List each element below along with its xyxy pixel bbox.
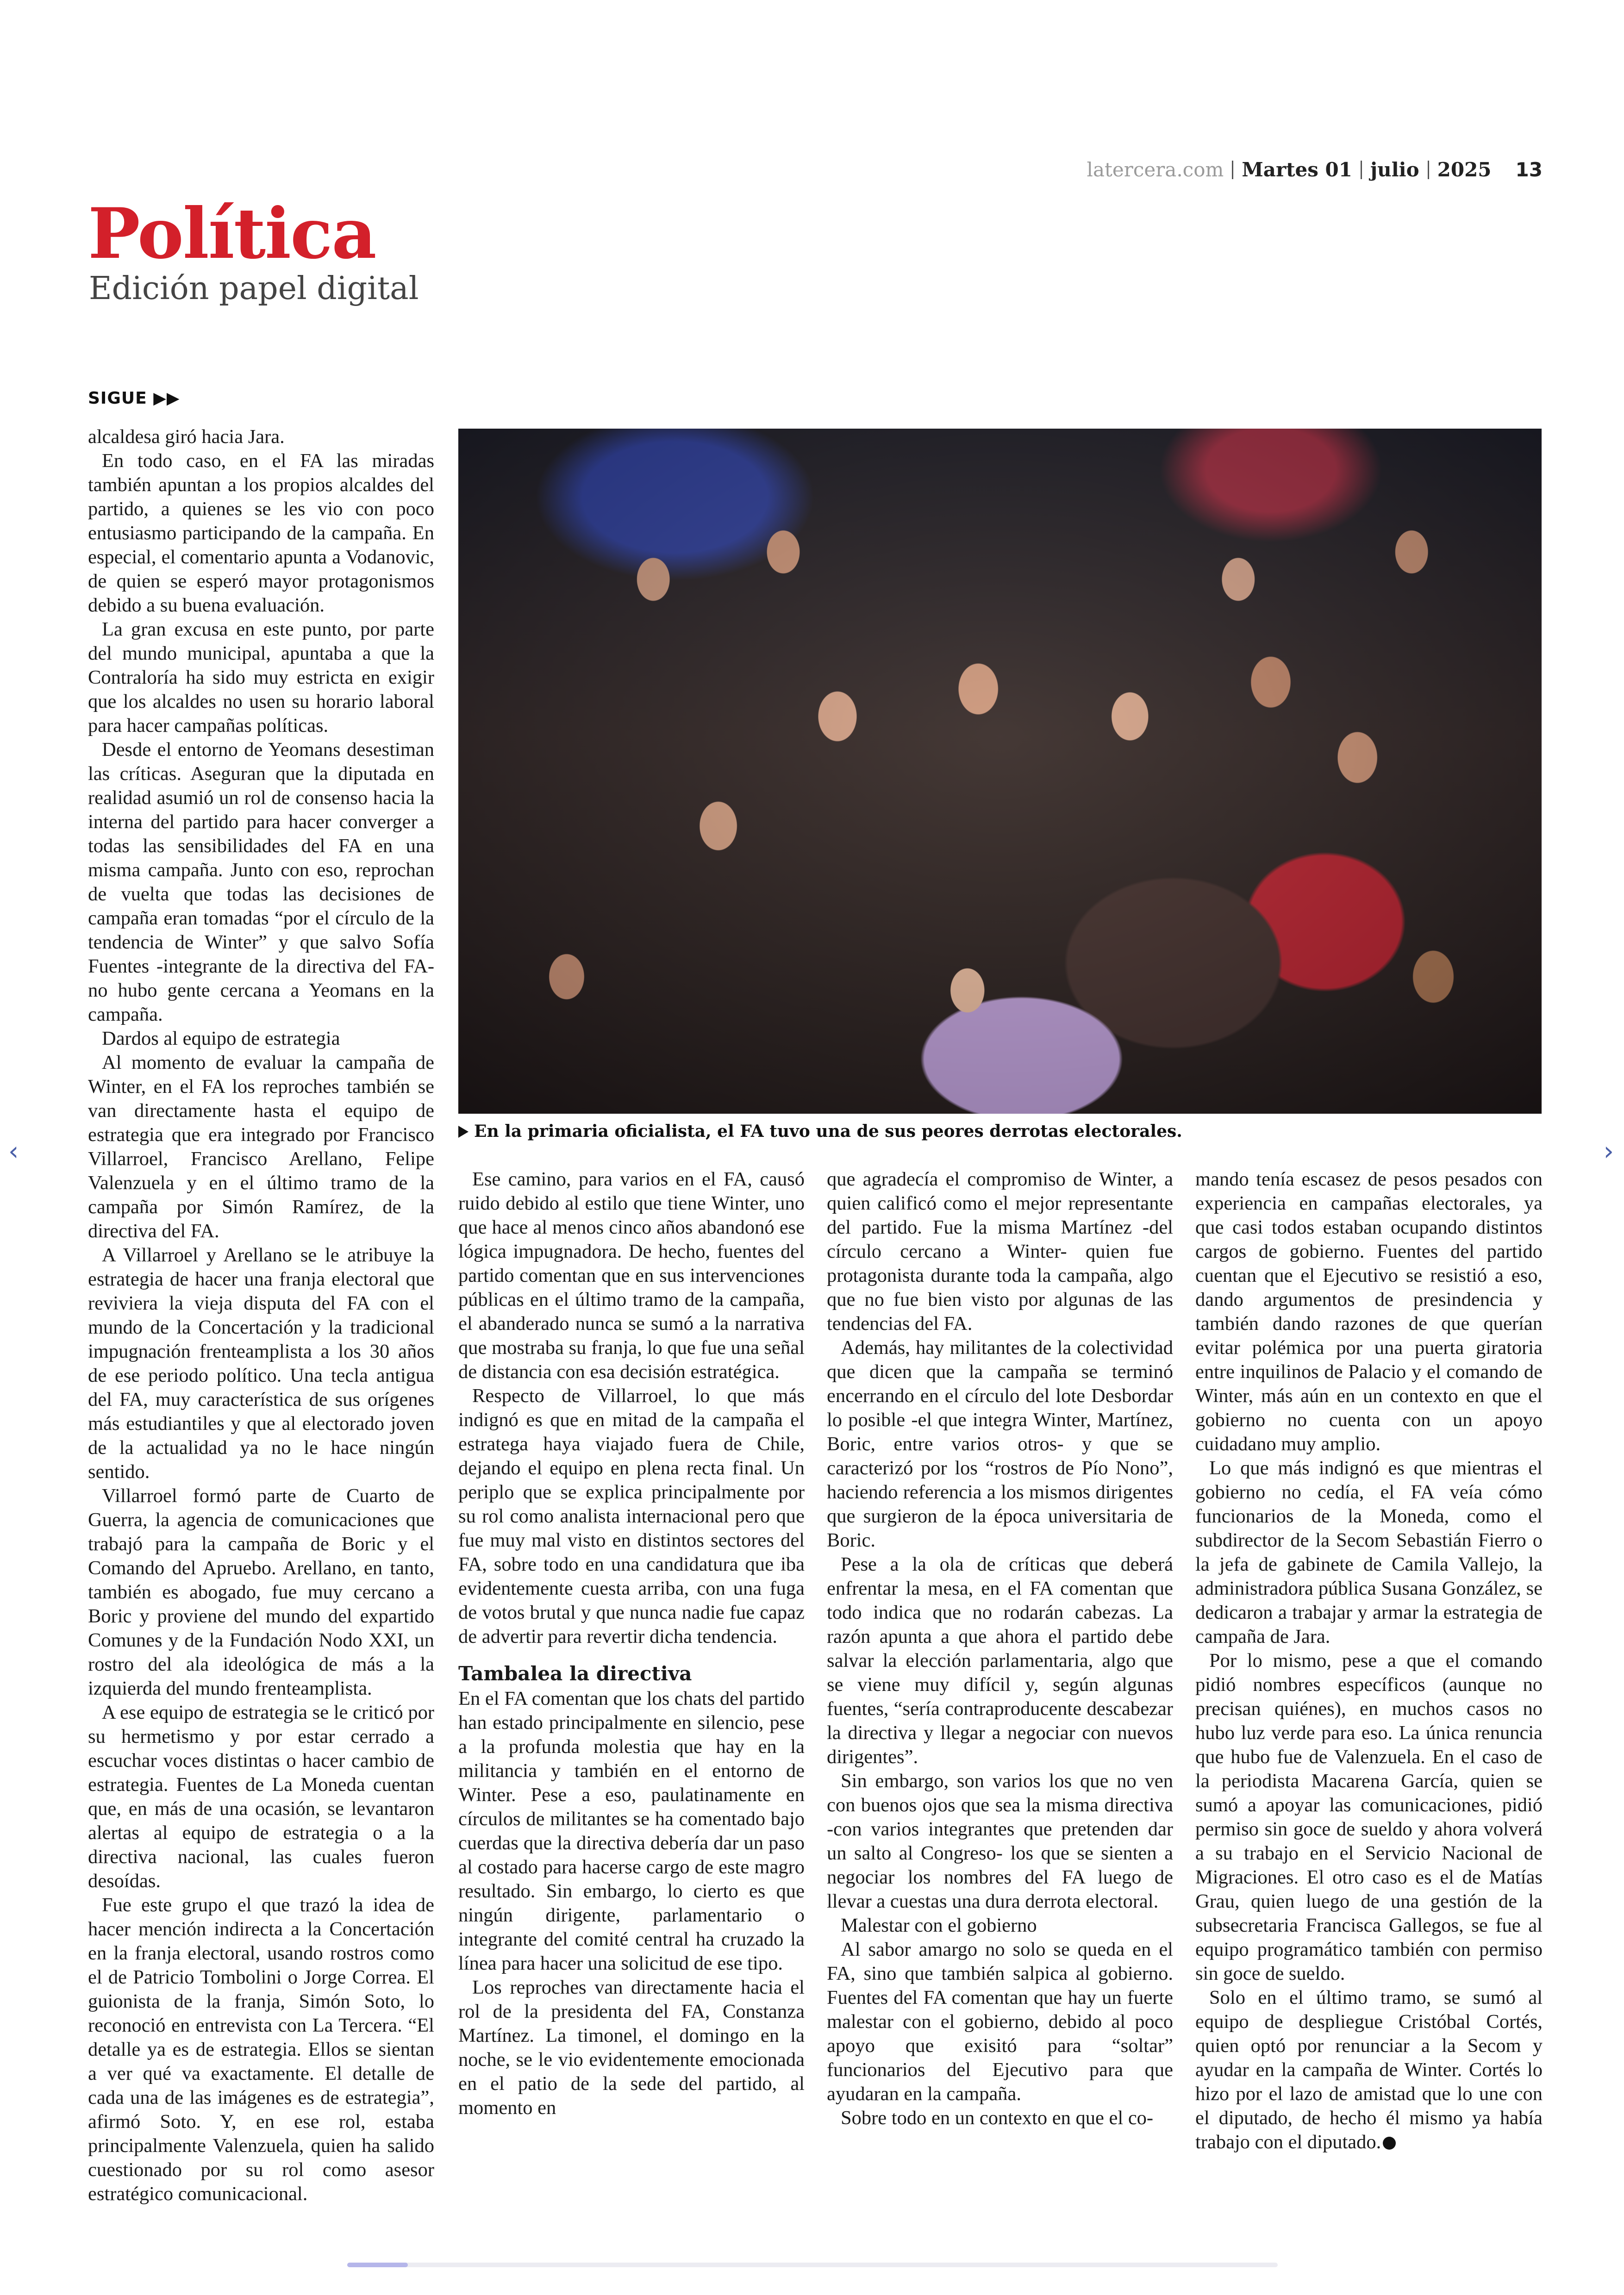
previous-page-button[interactable]: ‹ [8, 1136, 19, 1166]
edition-subtitle: Edición papel digital [89, 270, 419, 307]
paragraph: Por lo mismo, pese a que el comando pidió nombres específicos (aunque no precisan quiénes), en muchos casos no hubo luz verde para eso. La única renuncia que hubo fue de Valenzuela. En el caso de la periodista Macarena García, quien se sumó a apoyar las comunicaciones, pidió permiso sin goce de sueldo y ahora volverá a su trabajo en el Servicio Nacional de Migraciones. El otro caso es el de Matías Grau, quien luego de una gestión de la subsecretaria Francisca Gallegos, se fue al equipo programático también con permiso sin goce de sueldo. [1195, 1650, 1543, 1984]
paragraph: Sin embargo, son varios los que no ven con buenos ojos que sea la misma directiva -con varios integrantes que pretenden dar un salto al Congreso- los que se sienten a negociar los nombres del FA luego de llevar a cuestas una dura derrota electoral. [827, 1770, 1173, 1912]
paragraph [1195, 1986, 1543, 2154]
header-divider [1428, 161, 1429, 179]
section-title: Política [88, 193, 376, 274]
paragraph: En todo caso, en el FA las miradas también apuntan a los propios alcaldes del partido, a quienes se les vio con poco entusiasmo participando de la campaña. En especial, el comentario apunta a Vodanovic, de quien se esperó mayor protagonismos debido a su buena evaluación. [88, 450, 434, 616]
paragraph: que agradecía el compromiso de Winter, a quien calificó como el mejor representante del partido. Fue la misma Martínez -del círculo cercano a Winter- quien fue protagonista durante toda la campaña, algo que no fue bien visto por algunas de las tendencias del FA. [827, 1168, 1173, 1335]
page-scrollbar[interactable] [347, 2263, 1278, 2267]
header-month: julio [1370, 158, 1419, 181]
paragraph: Pese a la ola de críticas que deberá enfrentar la mesa, en el FA comentan que todo indica que no rodarán cabezas. La razón apunta a que ahora el partido debe salvar la elección parlamentaria, algo que se viene muy difícil y, según algunas fuentes, “sería contraproducente descabezar la directiva y llegar a negociar con nuevos dirigentes”. [827, 1553, 1173, 1768]
paragraph: Lo que más indignó es que mientras el gobierno no cedía, el FA veía cómo funcionarios de la Moneda, como el subdirector de la Secom Sebastián Fierro o la jefa de gabinete de Camila Vallejo, la administradora pública Susana González, se dedicaron a trabajar y armar la estrategia de campaña de Jara. [1195, 1457, 1543, 1647]
article-column-3 [827, 1167, 1173, 2130]
site-name: latercera.com [1087, 158, 1224, 181]
section-heading: Tambalea la directiva [458, 1662, 692, 1685]
paragraph: La gran excusa en este punto, por parte del mundo municipal, apuntaba a que la Contraloría ha sido muy estricta en exigir que los alcaldes no usen su horario laboral para hacer campañas políticas. [88, 618, 434, 736]
paragraph-text: Solo en el último tramo, se sumó al equipo de despliegue Cristóbal Cortés, quien optó por renunciar a la Secom y ayudar en la campaña de Winter. Cortés lo hizo por el lazo de amistad que lo une con el diputado, de hecho él mismo ya había trabajo con el diputado. [1195, 1987, 1543, 2153]
paragraph: mando tenía escasez de pesos pesados con experiencia en campañas electorales, ya que casi todos estaban ocupando distintos cargos de gobierno. Fuentes del partido cuentan que el Ejecutivo se resistió a eso, dando argumentos de presindencia y también dando razones de que querían evitar polémica por una puerta giratoria entre inquilinos de Palacio y el comando de Winter, más aún en un contexto en que el gobierno no cuenta con un apoyo cuidadano muy amplio. [1195, 1168, 1543, 1455]
caption-text: En la primaria oficialista, el FA tuvo una de sus peores derrotas electorales. [474, 1122, 1182, 1141]
header-day: Martes 01 [1242, 158, 1352, 181]
header-year: 2025 [1437, 158, 1492, 181]
header-divider [1232, 161, 1233, 179]
end-of-article-icon [1383, 2137, 1396, 2150]
paragraph: En el FA comentan que los chats del partido han estado principalmente en silencio, pese a la profunda molestia que hay en la militancia y también en el entorno de Winter. Pese a eso, paulatinamente en círculos de militantes se ha comentado bajo cuerdas que la directiva debería dar un paso al costado para hacerse cargo de este magro resultado. Sin embargo, lo cierto es que ningún dirigente, parlamentario o integrante del comité central ha cruzado la línea para hacer una solicitud de ese tipo. [458, 1688, 805, 1974]
paragraph: Respecto de Villarroel, lo que más indignó es que en mitad de la campaña el estratega haya viajado fuera de Chile, dejando el equipo en plena recta final. Un periplo que se explica principalmente por su rol como analista internacional pero que fue muy mal visto en distintos sectores del FA, sobre todo en una candidatura que iba evidentemente cuesta arriba, con una fuga de votos brutal y que nunca nadie fue capaz de advertir para revertir dicha tendencia. [458, 1385, 805, 1647]
paragraph: Ese camino, para varios en el FA, causó ruido debido al estilo que tiene Winter, uno que hace al menos cinco años abandonó ese lógica impugnadora. De hecho, fuentes del partido comentan que en sus intervenciones públicas en el último tramo de la campaña, el abanderado nunca se sumó a la narrativa que mostraba su franja, lo que fue una señal de distancia con esa decisión estratégica. [458, 1168, 805, 1383]
article-column-4 [1195, 1167, 1543, 2154]
continues-label: SIGUE ▶▶ [88, 389, 180, 408]
subheading: Dardos al equipo de estrategia [102, 1028, 340, 1049]
page-header-meta [1087, 158, 1543, 181]
article-column-1 [88, 425, 434, 2206]
paragraph: Villarroel formó parte de Cuarto de Guerra, la agencia de comunicaciones que trabajó para la campaña de Boric y el Comando del Apruebo. Arellano, en tanto, también es abogado, fue muy cercano a Boric y proviene del mundo del expartido Comunes y de la Fundación Nodo XXI, un rostro del ala ideológica de más a la izquierda del mundo frenteamplista. [88, 1485, 434, 1699]
paragraph: Además, hay militantes de la colectividad que dicen que la campaña se terminó encerrando en el círculo del lote Desbordar lo posible -el que integra Winter, Martínez, Boric, entre varios otros- y que se caracterizó por los “rostros de Pío Nono”, haciendo referencia a los mismos dirigentes que surgieron de la época universitaria de Boric. [827, 1337, 1173, 1551]
paragraph: Al sabor amargo no solo se queda en el FA, sino que también salpica al gobierno. Fuentes del FA comentan que hay un fuerte malestar con el gobierno, debido al poco apoyo que exisitó para “soltar” funcionarios del Ejecutivo para que ayudaran en la campaña. [827, 1939, 1173, 2105]
paragraph: Fue este grupo el que trazó la idea de hacer mención indirecta a la Concertación en la franja electoral, usando rostros como el de Patricio Tombolini o Jorge Correa. El guionista de la franja, Simón Soto, lo reconoció en entrevista con La Tercera. “El detalle ya es de estrategia. Ellos se sientan a ver qué va exactamente. El detalle de cada una de las imágenes es de estrategia”, afirmó Soto. Y, en ese rol, estaba principalmente Valenzuela, quien ha salido cuestionado por su rol como asesor estratégico comunicacional. [88, 1894, 434, 2205]
paragraph: A ese equipo de estrategia se le criticó por su hermetismo y por estar cerrado a escuchar voces distintas o hacer cambio de estrategia. Fuentes de La Moneda cuentan que, en más de una ocasión, se levantaron alertas al equipo de estrategia o a la directiva nacional, las cuales fueron desoídas. [88, 1702, 434, 1892]
paragraph: Desde el entorno de Yeomans desestiman las críticas. Aseguran que la diputada en realidad asumió un rol de consenso hacia la interna del partido para hacer converger a todas las sensibilidades del FA en una misma campaña. Junto con eso, reprochan de vuelta que todas las decisiones de campaña eran tomadas “por el círculo de la tendencia de Winter” y que salvo Sofía Fuentes -integrante de la directiva del FA- no hubo gente cercana a Yeomans en la campaña. [88, 739, 434, 1025]
caption-arrow-icon [458, 1126, 468, 1138]
subheading: Malestar con el gobierno [841, 1915, 1037, 1936]
article-photo [458, 429, 1542, 1114]
photo-caption [458, 1122, 1542, 1141]
page-number: 13 [1515, 158, 1543, 181]
paragraph: Los reproches van directamente hacia el rol de la presidenta del FA, Constanza Martínez. La timonel, el domingo en la noche, se le vio evidentemente emocionada en el patio de la sede del partido, al momento en [458, 1977, 805, 2119]
paragraph: A Villarroel y Arellano se le atribuye la estrategia de hacer una franja electoral que reviviera la vieja disputa del FA con el mundo de la Concertación y la tradicional impugnación frenteamplista a los 30 años de ese periodo político. Una tecla antigua del FA, muy característica de sus orígenes más estudiantiles y que al electorado joven de la actualidad ya no le hace ningún sentido. [88, 1244, 434, 1483]
paragraph: alcaldesa giró hacia Jara. [88, 426, 285, 448]
paragraph: Al momento de evaluar la campaña de Winter, en el FA los reproches también se van directamente hasta el equipo de estrategia que era integrado por Francisco Villarroel, Francisco Arellano, Felipe Valenzuela y en el último tramo de la campaña por Simón Ramírez, de la directiva del FA. [88, 1052, 434, 1242]
paragraph: Sobre todo en un contexto en que el co- [841, 2107, 1154, 2129]
article-column-2 [458, 1167, 805, 2120]
next-page-button[interactable]: › [1603, 1136, 1614, 1166]
scrollbar-thumb[interactable] [347, 2263, 408, 2267]
header-divider [1361, 161, 1362, 179]
